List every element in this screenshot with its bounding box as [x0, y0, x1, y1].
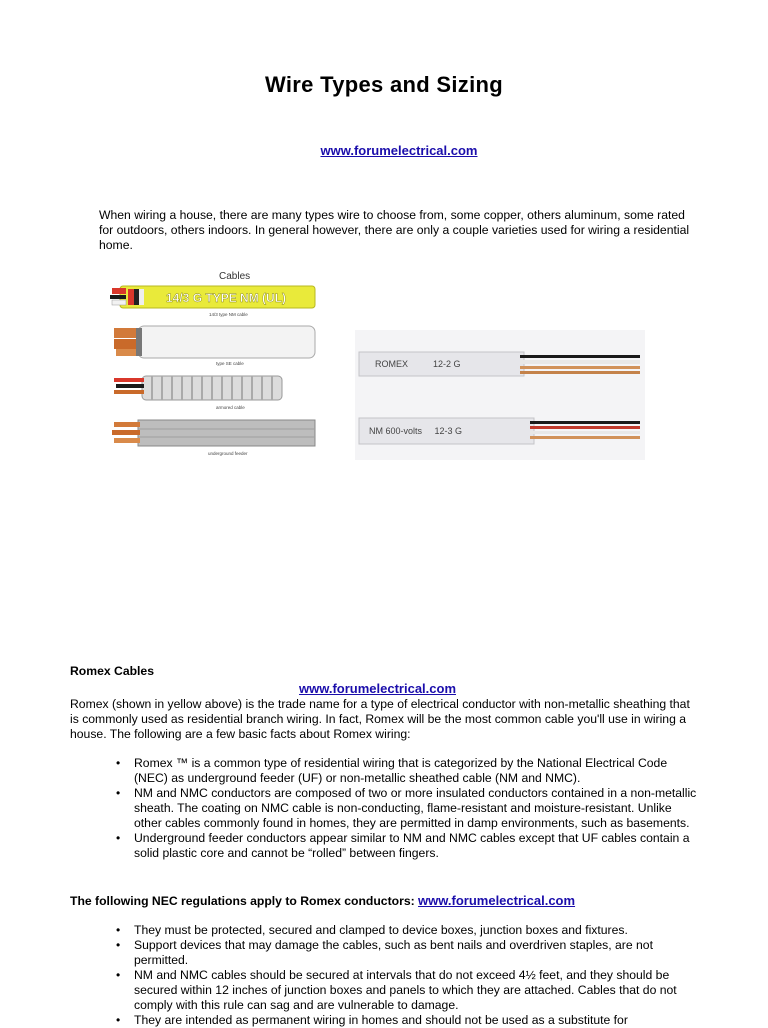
forumelectrical-link-mid-text[interactable]: www.forumelectrical.com [299, 681, 457, 696]
underground-feeder-label: underground feeder [208, 451, 248, 456]
forumelectrical-link-text[interactable]: www.forumelectrical.com [320, 143, 478, 158]
bullet: • [116, 831, 121, 845]
bullet: • [116, 968, 121, 982]
nec-regulations-heading [70, 893, 575, 908]
romex-cable2-print: NM 600-volts 12-3 G [369, 426, 463, 436]
nm-cable-image [110, 286, 315, 308]
bullet: • [116, 786, 121, 800]
romex-cable-photo [355, 330, 645, 460]
forumelectrical-link-top[interactable] [0, 143, 768, 158]
list-item [114, 968, 699, 1013]
list-item [114, 756, 699, 786]
page-title: Wire Types and Sizing [265, 72, 503, 97]
nec-regulations-list [114, 923, 699, 1028]
list-item-text: Support devices that may damage the cables, such as bent nails and overdriven staples, are not permitted. [134, 938, 653, 967]
romex-facts-list [114, 756, 699, 861]
forumelectrical-link-nec[interactable]: www.forumelectrical.com [418, 893, 576, 908]
nm-cable-label: 14/3 type NM cable [209, 312, 248, 317]
list-item-text: NM and NMC conductors are composed of two or more insulated conductors contained in a non-metallic sheath. The coating on NMC cable is non-conducting, flame-resistant and moisture-resistant. Unlike other cables commonly found in homes, they are permitted in damp environments, such as basements. [134, 786, 697, 830]
list-item-text: They are intended as permanent wiring in homes and should not be used as a substitute for [134, 1013, 628, 1027]
bullet: • [116, 938, 121, 952]
list-item-text: NM and NMC cables should be secured at intervals that do not exceed 4½ feet, and they should be secured within 12 inches of junction boxes and panels to which they are attached. Cables that do not comply with this rule can sag and are vulnerable to damage. [134, 968, 677, 1012]
nec-heading-text: The following NEC regulations apply to Romex conductors: [70, 894, 415, 908]
romex-paragraph: Romex (shown in yellow above) is the trade name for a type of electrical conductor with non-metallic sheathing that is commonly used as residential branch wiring. In fact, Romex will be the most common cable you'll use in wiring a house. The following are a few basic facts about Romex wiring: [70, 697, 690, 741]
se-cable-label: type SE cable [216, 361, 244, 366]
romex-cables-heading: Romex Cables [70, 664, 154, 678]
list-item [114, 786, 699, 831]
cables-illustration [108, 266, 318, 458]
underground-feeder-image [112, 420, 315, 446]
intro-paragraph: When wiring a house, there are many types wire to choose from, some copper, others aluminum, some rated for outdoors, others indoors. In general however, there are only a couple varieties used for wiring a residential home. [99, 208, 690, 252]
list-item [114, 831, 699, 861]
se-cable-image [114, 326, 315, 358]
list-item [114, 938, 699, 968]
list-item-text: Underground feeder conductors appear similar to NM and NMC cables except that UF cables contain a solid plastic core and cannot be “rolled” between fingers. [134, 831, 690, 860]
forumelectrical-link-mid[interactable] [299, 681, 456, 696]
list-item-text: Romex ™ is a common type of residential wiring that is categorized by the National Electrical Code (NEC) as underground feeder (UF) or non-metallic sheathed cable (NM and NMC). [134, 756, 668, 785]
armored-cable-label: armored cable [216, 405, 245, 410]
list-item [114, 1013, 699, 1028]
cables-heading: Cables [219, 271, 251, 282]
bullet: • [116, 923, 121, 937]
armored-cable-image [114, 376, 282, 400]
romex-cable1-print: ROMEX 12-2 G [375, 359, 461, 369]
bullet: • [116, 1013, 121, 1027]
list-item [114, 923, 699, 938]
bullet: • [116, 756, 121, 770]
list-item-text: They must be protected, secured and clamped to device boxes, junction boxes and fixtures. [134, 923, 628, 937]
nm-cable-band-text: 14/3 G TYPE NM (UL) [166, 291, 287, 305]
